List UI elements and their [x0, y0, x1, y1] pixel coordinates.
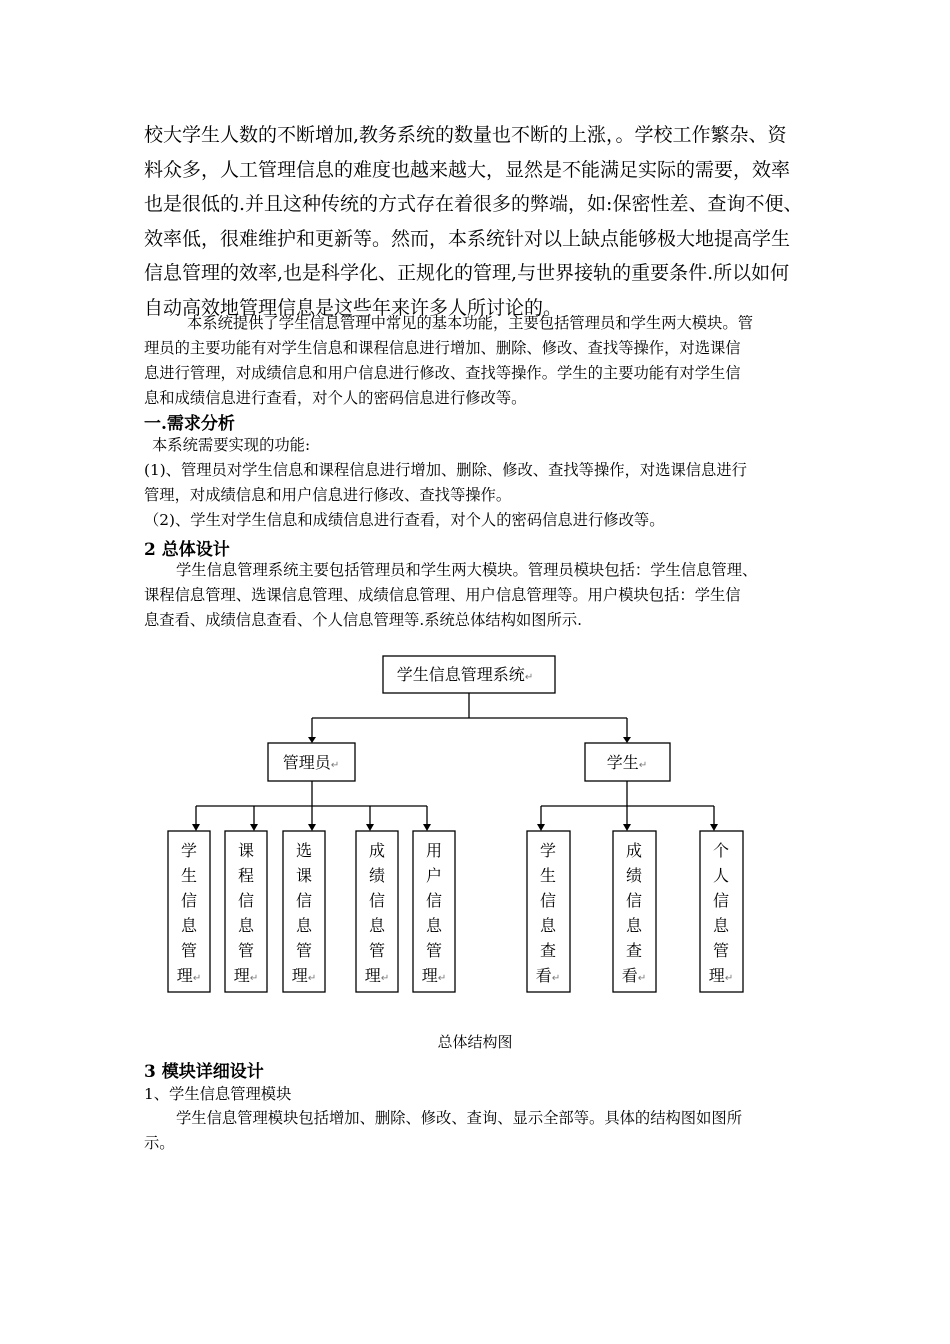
leaf-node-label: 用户信息管理↵ — [421, 841, 447, 985]
text-line: 本系统提供了学生信息管理中常见的基本功能，主要包括管理员和学生两大模块。管 — [187, 314, 753, 332]
arrowhead-icon — [366, 824, 374, 831]
section3-subheading — [144, 1082, 812, 1107]
section1-heading: 一.需求分析 — [144, 414, 235, 434]
text-line: (1)、管理员对学生信息和课程信息进行增加、删除、修改、查找等操作，对选课信息进行 — [144, 461, 747, 479]
arrowhead-icon — [623, 737, 631, 743]
section3-paragraph — [144, 1106, 812, 1156]
text-line: 学生信息管理模块包括增加、删除、修改、查询、显示全部等。具体的结构图如图所 — [176, 1109, 742, 1127]
text-line: 学生信息管理系统主要包括管理员和学生两大模块。管理员模块包括：学生信息管理、 — [176, 561, 758, 579]
text-line: 效率低，很难维护和更新等。然而，本系统针对以上缺点能够极大地提高学生 — [144, 227, 791, 250]
text-line: 本系统需要实现的功能: — [152, 436, 311, 454]
arrowhead-icon — [308, 824, 316, 831]
leaf-node-label: 成绩信息管理↵ — [364, 841, 390, 985]
text-line: 也是很低的.并且这种传统的方式存在着很多的弊端，如:保密性差、查询不便、 — [144, 193, 803, 215]
leaf-node-label: 学生信息查看↵ — [535, 841, 561, 985]
arrowhead-icon — [710, 824, 718, 831]
text-line: 息查看、成绩信息查看、个人信息管理等.系统总体结构如图所示. — [144, 611, 583, 629]
leaf-node-label: 成绩信息查看↵ — [621, 841, 647, 985]
text-line: 理员的主要功能有对学生信息和课程信息进行增加、删除、修改、查找等操作，对选课信 — [144, 339, 741, 357]
root-node-label: 学生信息管理系统↵ — [396, 665, 534, 684]
section2-heading: 2 总体设计 — [144, 540, 230, 560]
arrowhead-icon — [423, 824, 431, 831]
text-line: 课程信息管理、选课信息管理、成绩信息管理、用户信息管理等。用户模块包括：学生信 — [144, 586, 741, 604]
arrowhead-icon — [623, 824, 631, 831]
leaf-node-label: 选课信息管理↵ — [291, 841, 317, 985]
arrowhead-icon — [250, 824, 258, 831]
text-line: 管理，对成绩信息和用户信息进行修改、查找等操作。 — [144, 486, 512, 504]
diagram-caption: 总体结构图 — [437, 1033, 513, 1051]
arrowhead-icon — [192, 824, 200, 831]
arrowhead-icon — [537, 824, 545, 831]
section3-heading: 3 模块详细设计 — [144, 1062, 264, 1082]
admin-node-label: 管理员↵ — [282, 753, 340, 772]
text-line: 校大学生人数的不断增加,教务系统的数量也不断的上涨，。学校工作繁杂、资 — [144, 124, 787, 146]
text-line: 料众多，人工管理信息的难度也越来越大，显然是不能满足实际的需要，效率 — [144, 158, 791, 181]
text-line: 息进行管理，对成绩信息和用户信息进行修改、查找等操作。学生的主要功能有对学生信 — [144, 364, 741, 382]
leaf-node-label: 学生信息管理↵ — [176, 841, 202, 985]
text-line: 信息管理的效率,也是科学化、正规化的管理,与世界接轨的重要条件.所以如何 — [144, 262, 790, 284]
leaf-node-label: 个人信息管理↵ — [708, 841, 734, 985]
text-line: 息和成绩信息进行查看，对个人的密码信息进行修改等。 — [144, 389, 527, 407]
arrowhead-icon — [308, 737, 316, 743]
text-line: （2)、学生对学生信息和成绩信息进行查看，对个人的密码信息进行修改等。 — [144, 511, 665, 529]
leaf-node-label: 课程信息管理↵ — [233, 841, 259, 985]
student-node-label: 学生↵ — [606, 753, 648, 772]
text-line: 示。 — [144, 1134, 175, 1152]
text-line: 1、学生信息管理模块 — [144, 1085, 292, 1103]
text-line: 自动高效地管理信息是这些年来许多人所讨论的。 — [144, 296, 563, 319]
